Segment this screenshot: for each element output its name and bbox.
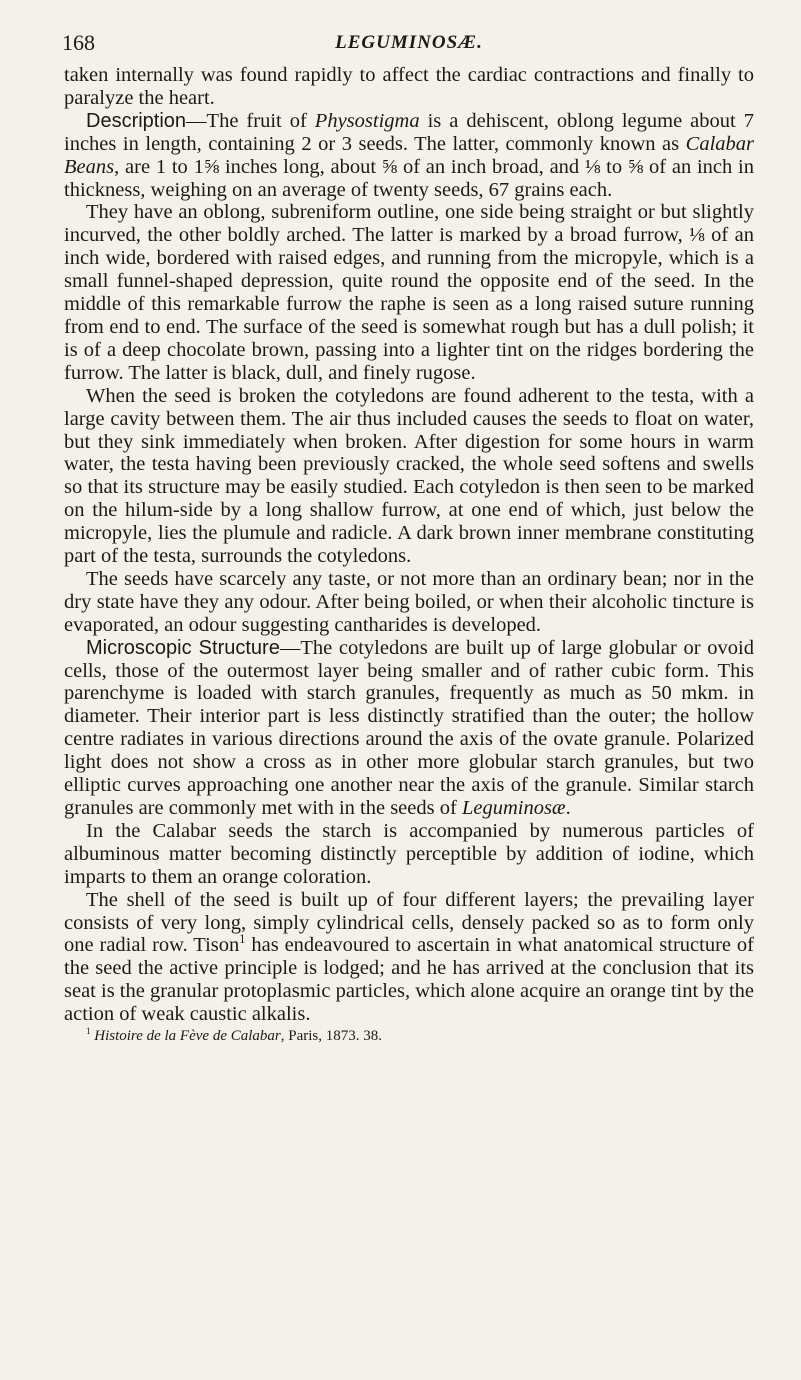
- footnote-title: Histoire de la Fève de Calabar: [94, 1028, 281, 1045]
- body-text: [64, 64, 754, 1026]
- running-title: LEGUMINOSÆ.: [335, 32, 483, 53]
- paragraph: The shell of the seed is built up of four different layers; the prevailing layer consists of very long, simply cylindrical cells, densely packed so as to form only one radial row. Tison$^1$ has endeavoured to ascertain in what anatomical structure of the seed the active principle is lodged; and he has arrived at the conclusion that its seat is the granular protoplasmic particles, which alone acquire an orange tint by the action of weak caustic alkalis.: [64, 888, 754, 1026]
- page: [64, 28, 754, 1045]
- footnote-citation: , Paris, 1873. 38.: [280, 1028, 382, 1045]
- page-number: 168: [62, 30, 95, 55]
- paragraph: When the seed is broken the cotyledons are found adherent to the testa, with a large cavity between them. The air thus included causes the seeds to float on water, but they sink immediately when broken. After digestion for some hours in warm water, the testa having been previously cracked, the whole seed softens and swells so that its structure may be easily studied. Each cotyledon is then seen to be marked on the hilum-side by a long shallow furrow, at one end of which, just below the micropyle, lies the plumule and radicle. A dark brown inner membrane constituting part of the testa, surrounds the cotyledons.: [64, 384, 754, 568]
- footnote-marker: 1: [86, 1026, 91, 1037]
- paragraph: The seeds have scarcely any taste, or not more than an ordinary bean; nor in the dry state have they any odour. After being boiled, or when their alcoholic tincture is evaporated, an odour suggesting cantharides is developed.: [64, 567, 754, 636]
- section-heading: Description: [86, 109, 187, 132]
- paragraph-microscopic: Microscopic Structure—The cotyledons are built up of large globular or ovoid cells, those of the outermost layer being smaller and of rather cubic form. This parenchyme is loaded with starch granules, frequently as much as 50 mkm. in diameter. Their interior part is less distinctly stratified than the outer; the hollow centre radiates in various directions around the axis of the ovate granule. Polarized light does not show a cross as in other more globular starch granules, but two elliptic curves approaching one another near the axis of the granule. Similar starch granules are commonly met with in the seeds of Leguminosæ.: [64, 636, 754, 819]
- paragraph: They have an oblong, subreniform outline, one side being straight or but slightly incurved, the other boldly arched. The latter is marked by a broad furrow, ⅛ of an inch wide, bordered with raised edges, and running from the micropyle, which is a small funnel-shaped depression, quite round the opposite end of the seed. In the middle of this remarkable furrow the raphe is seen as a long raised suture running from end to end. The surface of the seed is somewhat rough but has a dull polish; it is of a deep chocolate brown, passing into a lighter tint on the ridges bordering the furrow. The latter is black, dull, and finely rugose.: [64, 201, 754, 384]
- section-heading: Microscopic Structure: [86, 636, 280, 659]
- footnote-reference: 1: [239, 932, 246, 947]
- paragraph: taken internally was found rapidly to affect the cardiac contractions and finally to paralyze the heart.: [64, 64, 754, 109]
- page-header: [64, 28, 754, 64]
- paragraph-description: Description—The fruit of Physostigma is a dehiscent, oblong legume about 7 inches in length, containing 2 or 3 seeds. The latter, commonly known as Calabar Beans, are 1 to 1⅝ inches long, about ⅝ of an inch broad, and ⅛ to ⅝ of an inch in thickness, weighing on an average of twenty seeds, 67 grains each.: [64, 109, 754, 201]
- paragraph: In the Calabar seeds the starch is accompanied by numerous particles of albuminous matter becoming distinctly perceptible by addition of iodine, which imparts to them an orange coloration.: [64, 819, 754, 888]
- footnote: [64, 1028, 754, 1045]
